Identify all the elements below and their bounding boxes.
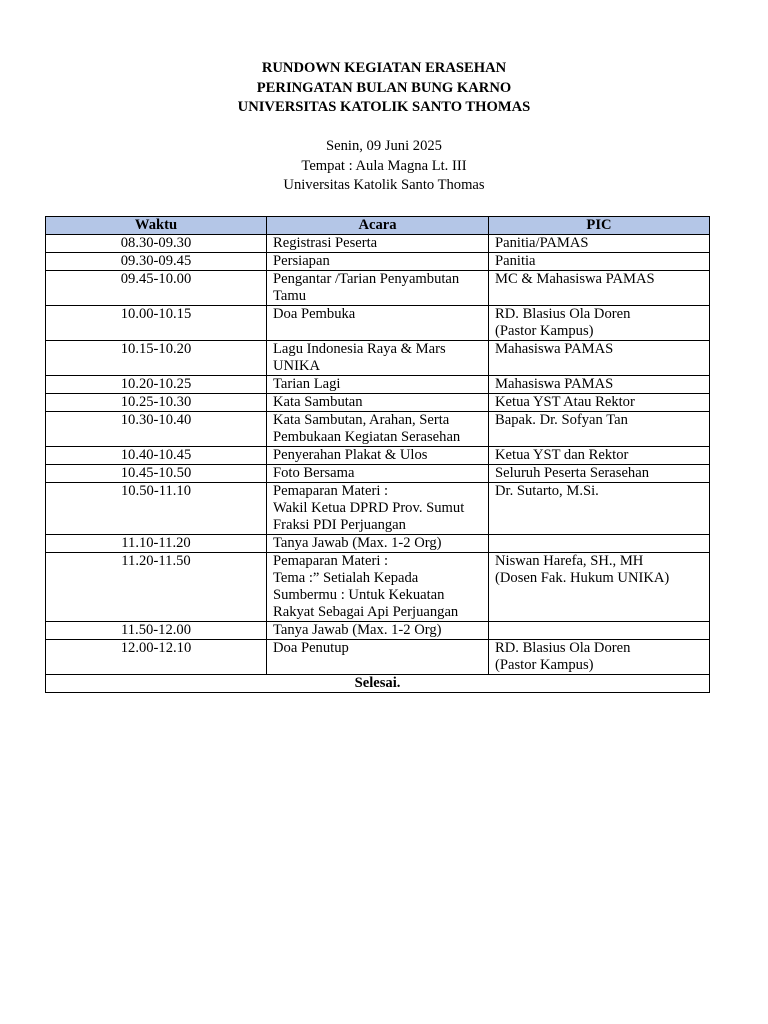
table-row	[46, 640, 710, 675]
table-header-row	[46, 217, 710, 235]
event-venue: Universitas Katolik Santo Thomas	[283, 177, 485, 193]
acara-line: Persiapan	[273, 253, 330, 269]
event-info	[0, 137, 768, 196]
table-row	[46, 271, 710, 306]
acara-line: Sumbermu : Untuk Kekuatan	[273, 587, 445, 603]
cell-pic	[489, 306, 710, 341]
pic-line	[495, 535, 703, 552]
pic-line: RD. Blasius Ola Doren	[495, 640, 631, 656]
acara-line: Tanya Jawab (Max. 1-2 Org)	[273, 535, 442, 551]
pic-line: Mahasiswa PAMAS	[495, 341, 614, 357]
acara-line: Rakyat Sebagai Api Perjuangan	[273, 604, 459, 620]
pic-line: Mahasiswa PAMAS	[495, 376, 614, 392]
acara-line: Tarian Lagi	[273, 376, 341, 392]
pic-line: (Pastor Kampus)	[495, 657, 594, 673]
acara-line: Pemaparan Materi :	[273, 553, 389, 569]
cell-acara	[267, 341, 489, 376]
cell-pic	[489, 622, 710, 640]
cell-waktu: 11.20-11.50	[46, 553, 267, 622]
table-row	[46, 622, 710, 640]
cell-waktu: 09.30-09.45	[46, 253, 267, 271]
pic-line: Ketua YST Atau Rektor	[495, 394, 635, 410]
pic-line: Niswan Harefa, SH., MH	[495, 553, 644, 569]
cell-waktu: 10.50-11.10	[46, 483, 267, 535]
cell-acara	[267, 447, 489, 465]
cell-waktu: 11.10-11.20	[46, 535, 267, 553]
table-row	[46, 394, 710, 412]
cell-waktu: 10.45-10.50	[46, 465, 267, 483]
title-line-3: UNIVERSITAS KATOLIK SANTO THOMAS	[237, 99, 531, 115]
cell-acara	[267, 253, 489, 271]
pic-line: (Dosen Fak. Hukum UNIKA)	[495, 570, 670, 586]
column-header-pic: PIC	[489, 217, 710, 235]
pic-line	[495, 622, 703, 639]
rundown-table-body	[46, 235, 710, 675]
column-header-waktu: Waktu	[46, 217, 267, 235]
cell-pic	[489, 412, 710, 447]
acara-line: Kata Sambutan	[273, 394, 363, 410]
pic-line: MC & Mahasiswa PAMAS	[495, 271, 655, 287]
acara-line: Kata Sambutan, Arahan, Serta	[273, 412, 450, 428]
cell-pic	[489, 341, 710, 376]
cell-pic	[489, 253, 710, 271]
cell-acara	[267, 412, 489, 447]
table-footer-row	[46, 675, 710, 693]
table-row	[46, 253, 710, 271]
cell-pic	[489, 535, 710, 553]
acara-line: Tema :” Setialah Kepada	[273, 570, 419, 586]
acara-line: Doa Pembuka	[273, 306, 356, 322]
acara-line: Fraksi PDI Perjuangan	[273, 517, 406, 533]
rundown-table	[45, 216, 710, 693]
cell-acara	[267, 640, 489, 675]
table-row	[46, 483, 710, 535]
cell-pic	[489, 483, 710, 535]
title-line-2: PERINGATAN BULAN BUNG KARNO	[256, 79, 512, 96]
pic-line: Dr. Sutarto, M.Si.	[495, 483, 599, 499]
table-row	[46, 447, 710, 465]
acara-line: Tamu	[273, 288, 307, 304]
table-row	[46, 535, 710, 553]
acara-line: Lagu Indonesia Raya & Mars	[273, 341, 446, 357]
cell-waktu: 12.00-12.10	[46, 640, 267, 675]
table-row	[46, 376, 710, 394]
table-row	[46, 341, 710, 376]
title-line-1: RUNDOWN KEGIATAN ERASEHAN	[261, 60, 507, 76]
cell-acara	[267, 535, 489, 553]
table-row	[46, 306, 710, 341]
cell-pic	[489, 553, 710, 622]
cell-acara	[267, 622, 489, 640]
table-row	[46, 235, 710, 253]
closing-note: Selesai.	[46, 675, 710, 693]
acara-line: Doa Penutup	[273, 640, 349, 656]
pic-line: Bapak. Dr. Sofyan Tan	[495, 412, 628, 428]
acara-line: Pengantar /Tarian Penyambutan	[273, 271, 460, 287]
cell-acara	[267, 376, 489, 394]
cell-pic	[489, 235, 710, 253]
cell-waktu: 10.25-10.30	[46, 394, 267, 412]
cell-pic	[489, 271, 710, 306]
pic-line: Panitia/PAMAS	[495, 235, 589, 251]
acara-line: Registrasi Peserta	[273, 235, 378, 251]
column-header-acara: Acara	[267, 217, 489, 235]
table-row	[46, 553, 710, 622]
cell-acara	[267, 306, 489, 341]
acara-line: Penyerahan Plakat & Ulos	[273, 447, 428, 463]
cell-acara	[267, 394, 489, 412]
cell-waktu: 08.30-09.30	[46, 235, 267, 253]
acara-line: UNIKA	[273, 358, 321, 374]
cell-waktu: 10.15-10.20	[46, 341, 267, 376]
pic-line: (Pastor Kampus)	[495, 323, 594, 339]
pic-line: RD. Blasius Ola Doren	[495, 306, 631, 322]
pic-line: Ketua YST dan Rektor	[495, 447, 629, 463]
cell-acara	[267, 235, 489, 253]
cell-pic	[489, 640, 710, 675]
acara-line: Pemaparan Materi :	[273, 483, 389, 499]
cell-waktu: 10.20-10.25	[46, 376, 267, 394]
acara-line: Pembukaan Kegiatan Serasehan	[273, 429, 461, 445]
acara-line: Tanya Jawab (Max. 1-2 Org)	[273, 622, 442, 638]
acara-line: Wakil Ketua DPRD Prov. Sumut	[273, 500, 465, 516]
cell-acara	[267, 553, 489, 622]
pic-line: Panitia	[495, 253, 536, 269]
acara-line: Foto Bersama	[273, 465, 355, 481]
table-row	[46, 465, 710, 483]
pic-line: Seluruh Peserta Serasehan	[495, 465, 649, 481]
cell-acara	[267, 271, 489, 306]
cell-waktu: 10.30-10.40	[46, 412, 267, 447]
cell-acara	[267, 483, 489, 535]
cell-pic	[489, 465, 710, 483]
cell-pic	[489, 447, 710, 465]
event-place: Tempat : Aula Magna Lt. III	[301, 157, 467, 174]
cell-pic	[489, 394, 710, 412]
document-title	[0, 59, 768, 118]
cell-pic	[489, 376, 710, 394]
event-date: Senin, 09 Juni 2025	[326, 138, 442, 154]
cell-acara	[267, 465, 489, 483]
cell-waktu: 10.40-10.45	[46, 447, 267, 465]
cell-waktu: 09.45-10.00	[46, 271, 267, 306]
cell-waktu: 10.00-10.15	[46, 306, 267, 341]
table-row	[46, 412, 710, 447]
cell-waktu: 11.50-12.00	[46, 622, 267, 640]
